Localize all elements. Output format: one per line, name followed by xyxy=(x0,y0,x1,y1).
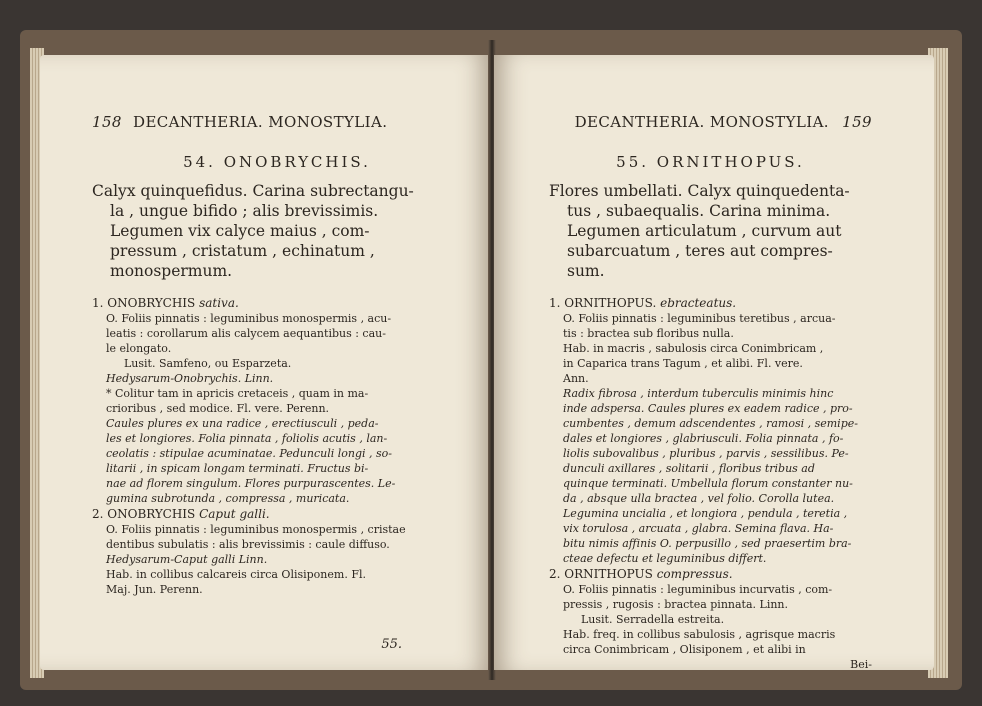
description-line: Calyx quinquefidus. Carina subrectangu- xyxy=(92,182,414,200)
species-text-line: circa Conimbricam , Olisiponem , et alibi in xyxy=(563,643,806,656)
description-line: pressum , cristatum , echinatum , xyxy=(110,242,375,260)
generic-description xyxy=(549,181,872,281)
species-number: 2. xyxy=(92,507,108,521)
species-text-line: les et longiores. Folia pinnata , foliolis acutis , lan- xyxy=(106,432,388,445)
running-head xyxy=(92,113,462,131)
species-text-line: Maj. Jun. Perenn. xyxy=(106,583,203,596)
species-text-line: dales et longiores , glabriusculi. Folia pinnata , fo- xyxy=(563,432,844,445)
running-head xyxy=(549,113,872,131)
species-epithet: Caput galli. xyxy=(199,507,270,521)
description-line: sum. xyxy=(567,262,605,280)
species-text-line: Lusit. Samfeno, ou Esparzeta. xyxy=(124,357,292,370)
species-text-line: Hab. freq. in collibus sabulosis , agrisque macris xyxy=(563,628,836,641)
species-text-line: inde adspersa. Caules plures ex eadem radice , pro- xyxy=(563,402,853,415)
signature-mark: 55. xyxy=(381,637,402,652)
running-head-title: DECANTHERIA. MONOSTYLIA. xyxy=(574,113,829,131)
species-text-line: tis : bractea sub floribus nulla. xyxy=(563,327,734,340)
species-text-line: bitu nimis affinis O. perpusillo , sed praesertim bra- xyxy=(563,537,852,550)
description-line: subarcuatum , teres aut compres- xyxy=(567,242,833,260)
right-page xyxy=(494,55,934,670)
description-line: monospermum. xyxy=(110,262,233,280)
species-text-line: dentibus subulatis : alis brevissimis : caule diffuso. xyxy=(106,538,390,551)
species-text-line: cteae defectu et leguminibus differt. xyxy=(563,552,767,565)
species-name: ONOBRYCHIS xyxy=(107,296,200,310)
species-text-line: litarii , in spicam longam terminati. Fructus bi- xyxy=(106,462,369,475)
species-text-line: Hab. in macris , sabulosis circa Conimbricam , xyxy=(563,342,824,355)
species-epithet: compressus. xyxy=(656,567,733,581)
description-line: tus , subaequalis. Carina minima. xyxy=(567,202,831,220)
species-text-line: le elongato. xyxy=(106,342,172,355)
species-text-line: Hab. in collibus calcareis circa Olisiponem. Fl. xyxy=(106,568,366,581)
species-text-line: da , absque ulla bractea , vel folio. Corolla lutea. xyxy=(563,492,835,505)
page-number: 158 xyxy=(92,113,122,131)
description-line: Flores umbellati. Calyx quinquedenta- xyxy=(549,182,850,200)
species-number: 1. xyxy=(549,296,565,310)
species-text-line: O. Foliis pinnatis : leguminibus teretibus , arcua- xyxy=(563,312,836,325)
species-text-line: Radix fibrosa , interdum tuberculis minimis hinc xyxy=(563,387,834,400)
description-line: Legumen articulatum , curvum aut xyxy=(567,222,842,240)
species-epithet: ebracteatus. xyxy=(660,296,737,310)
species-text-line: ceolatis : stipulae acuminatae. Pedunculi longi , so- xyxy=(106,447,392,460)
species-epithet: sativa. xyxy=(199,296,239,310)
genus-heading: 55. ORNITHOPUS. xyxy=(616,153,805,171)
species-text-line: O. Foliis pinnatis : leguminibus monospermis , cristae xyxy=(106,523,406,536)
left-page xyxy=(40,55,490,670)
species-text-line: Lusit. Serradella estreita. xyxy=(581,613,725,626)
species-text-line: pressis , rugosis : bractea pinnata. Linn. xyxy=(563,598,789,611)
species-text-line: nae ad florem singulum. Flores purpurascentes. Le- xyxy=(106,477,396,490)
description-line: Legumen vix calyce maius , com- xyxy=(110,222,370,240)
description-line: la , ungue bifido ; alis brevissimis. xyxy=(110,202,379,220)
running-head-title: DECANTHERIA. MONOSTYLIA. xyxy=(133,113,388,131)
species-text-line: quinque terminati. Umbellula florum constanter nu- xyxy=(563,477,853,490)
species-text-line: vix torulosa , arcuata , glabra. Semina flava. Ha- xyxy=(563,522,834,535)
species-text-line: O. Foliis pinnatis : leguminibus incurvatis , com- xyxy=(563,583,833,596)
species-text-line: Ann. xyxy=(563,372,589,385)
species-text-line: crioribus , sed modice. Fl. vere. Perenn. xyxy=(106,402,330,415)
species-text-line: leatis : corollarum alis calycem aequantibus : cau- xyxy=(106,327,386,340)
species-text-line: dunculi axillares , solitarii , floribus tribus ad xyxy=(563,462,815,475)
species-text-line: Caules plures ex una radice , erectiusculi , peda- xyxy=(106,417,379,430)
species-heading xyxy=(92,295,462,311)
species-list xyxy=(549,295,872,670)
species-text-line: O. Foliis pinnatis : leguminibus monospermis , acu- xyxy=(106,312,392,325)
species-name: ONOBRYCHIS xyxy=(107,507,200,521)
species-heading xyxy=(549,295,872,311)
species-number: 1. xyxy=(92,296,108,310)
species-text-line: gumina subrotunda , compressa , muricata. xyxy=(106,492,350,505)
species-heading xyxy=(549,566,872,582)
species-number: 2. xyxy=(549,567,565,581)
species-text-line: cumbentes , demum adscendentes , ramosi , semipe- xyxy=(563,417,858,430)
species-text-line: Hedysarum-Onobrychis. Linn. xyxy=(106,372,274,385)
species-text-line: * Colitur tam in apricis cretaceis , quam in ma- xyxy=(106,387,369,400)
species-name: ORNITHOPUS. xyxy=(564,296,661,310)
species-text-line: Hedysarum-Caput galli Linn. xyxy=(106,553,268,566)
species-list xyxy=(92,295,462,597)
species-heading xyxy=(92,506,462,522)
generic-description xyxy=(92,181,462,281)
species-text-line: Bei- xyxy=(850,658,872,670)
species-text-line: liolis subovalibus , pluribus , parvis , sessilibus. Pe- xyxy=(563,447,849,460)
species-name: ORNITHOPUS xyxy=(564,567,657,581)
species-text-line: Legumina uncialia , et longiora , pendula , teretia , xyxy=(563,507,848,520)
page-number: 159 xyxy=(842,113,872,131)
species-text-line: in Caparica trans Tagum , et alibi. Fl. vere. xyxy=(563,357,803,370)
genus-heading: 54. ONOBRYCHIS. xyxy=(183,153,371,171)
